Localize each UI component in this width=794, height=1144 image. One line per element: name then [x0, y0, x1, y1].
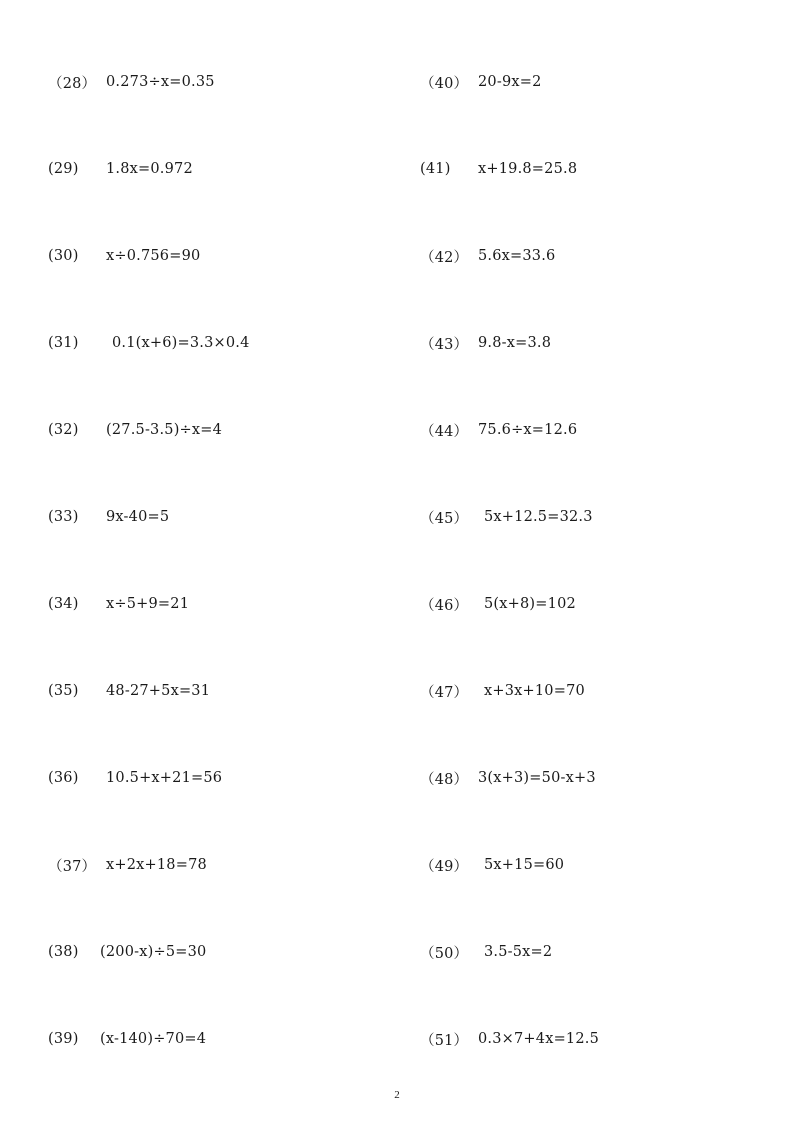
problem-number: (34) [48, 596, 79, 612]
problem-number: （48） [420, 771, 469, 788]
equation: x+19.8=25.8 [478, 161, 578, 177]
equation: (27.5-3.5)÷x=4 [106, 422, 223, 438]
equation: x+3x+10=70 [484, 683, 585, 699]
problem-33 [48, 506, 169, 528]
problem-number: (30) [48, 248, 79, 264]
equation: 5.6x=33.6 [478, 248, 556, 264]
problem-41 [420, 158, 577, 180]
problem-number: （40） [420, 75, 469, 92]
equation: x÷0.756=90 [106, 248, 201, 264]
problem-44 [420, 419, 577, 441]
equation: 9.8-x=3.8 [478, 335, 552, 351]
problem-number: （46） [420, 597, 469, 614]
problem-39 [48, 1028, 206, 1050]
equation: 48-27+5x=31 [106, 683, 211, 699]
problem-35 [48, 680, 210, 702]
equation: 10.5+x+21=56 [106, 770, 223, 786]
problem-51 [420, 1028, 599, 1050]
problem-number: (39) [48, 1031, 79, 1047]
equation: 5x+12.5=32.3 [484, 509, 593, 525]
equation: 9x-40=5 [106, 509, 170, 525]
problem-number: （47） [420, 684, 469, 701]
problem-number: (35) [48, 683, 79, 699]
problem-30 [48, 245, 200, 267]
problem-number: (29) [48, 161, 79, 177]
equation: x+2x+18=78 [106, 857, 207, 873]
problem-number: （37） [48, 858, 97, 875]
problem-36 [48, 767, 222, 789]
equation: 0.1(x+6)=3.3×0.4 [112, 335, 250, 351]
problem-number: (31) [48, 335, 79, 351]
problem-50 [420, 941, 552, 963]
problem-number: （43） [420, 336, 469, 353]
equation: 1.8x=0.972 [106, 161, 193, 177]
problem-45 [420, 506, 593, 528]
problem-47 [420, 680, 585, 702]
problem-37 [48, 854, 207, 876]
problem-number: (32) [48, 422, 79, 438]
problem-number: (41) [420, 161, 451, 177]
equation: (200-x)÷5=30 [100, 944, 207, 960]
problem-number: （28） [48, 75, 97, 92]
equation: 3(x+3)=50-x+3 [478, 770, 596, 786]
problem-46 [420, 593, 576, 615]
problem-31 [48, 332, 250, 354]
problem-number: (38) [48, 944, 79, 960]
equation: 5(x+8)=102 [484, 596, 576, 612]
problem-29 [48, 158, 193, 180]
equation: 0.273÷x=0.35 [106, 74, 215, 90]
problem-49 [420, 854, 564, 876]
problem-number: (36) [48, 770, 79, 786]
problem-number: （50） [420, 945, 469, 962]
problem-number: （49） [420, 858, 469, 875]
problem-number: （44） [420, 423, 469, 440]
problem-42 [420, 245, 555, 267]
problem-number: （42） [420, 249, 469, 266]
equation: 20-9x=2 [478, 74, 542, 90]
page-number: 2 [394, 1089, 400, 1101]
equation: (x-140)÷70=4 [100, 1031, 207, 1047]
problem-38 [48, 941, 206, 963]
problem-43 [420, 332, 551, 354]
problem-32 [48, 419, 222, 441]
problem-number: (33) [48, 509, 79, 525]
equation: 0.3×7+4x=12.5 [478, 1031, 600, 1047]
problem-28 [48, 71, 215, 93]
equation: 3.5-5x=2 [484, 944, 553, 960]
problem-34 [48, 593, 189, 615]
problem-40 [420, 71, 542, 93]
equation: x÷5+9=21 [106, 596, 190, 612]
problem-number: （51） [420, 1032, 469, 1049]
problem-48 [420, 767, 596, 789]
equation: 5x+15=60 [484, 857, 565, 873]
equation: 75.6÷x=12.6 [478, 422, 578, 438]
problem-number: （45） [420, 510, 469, 527]
